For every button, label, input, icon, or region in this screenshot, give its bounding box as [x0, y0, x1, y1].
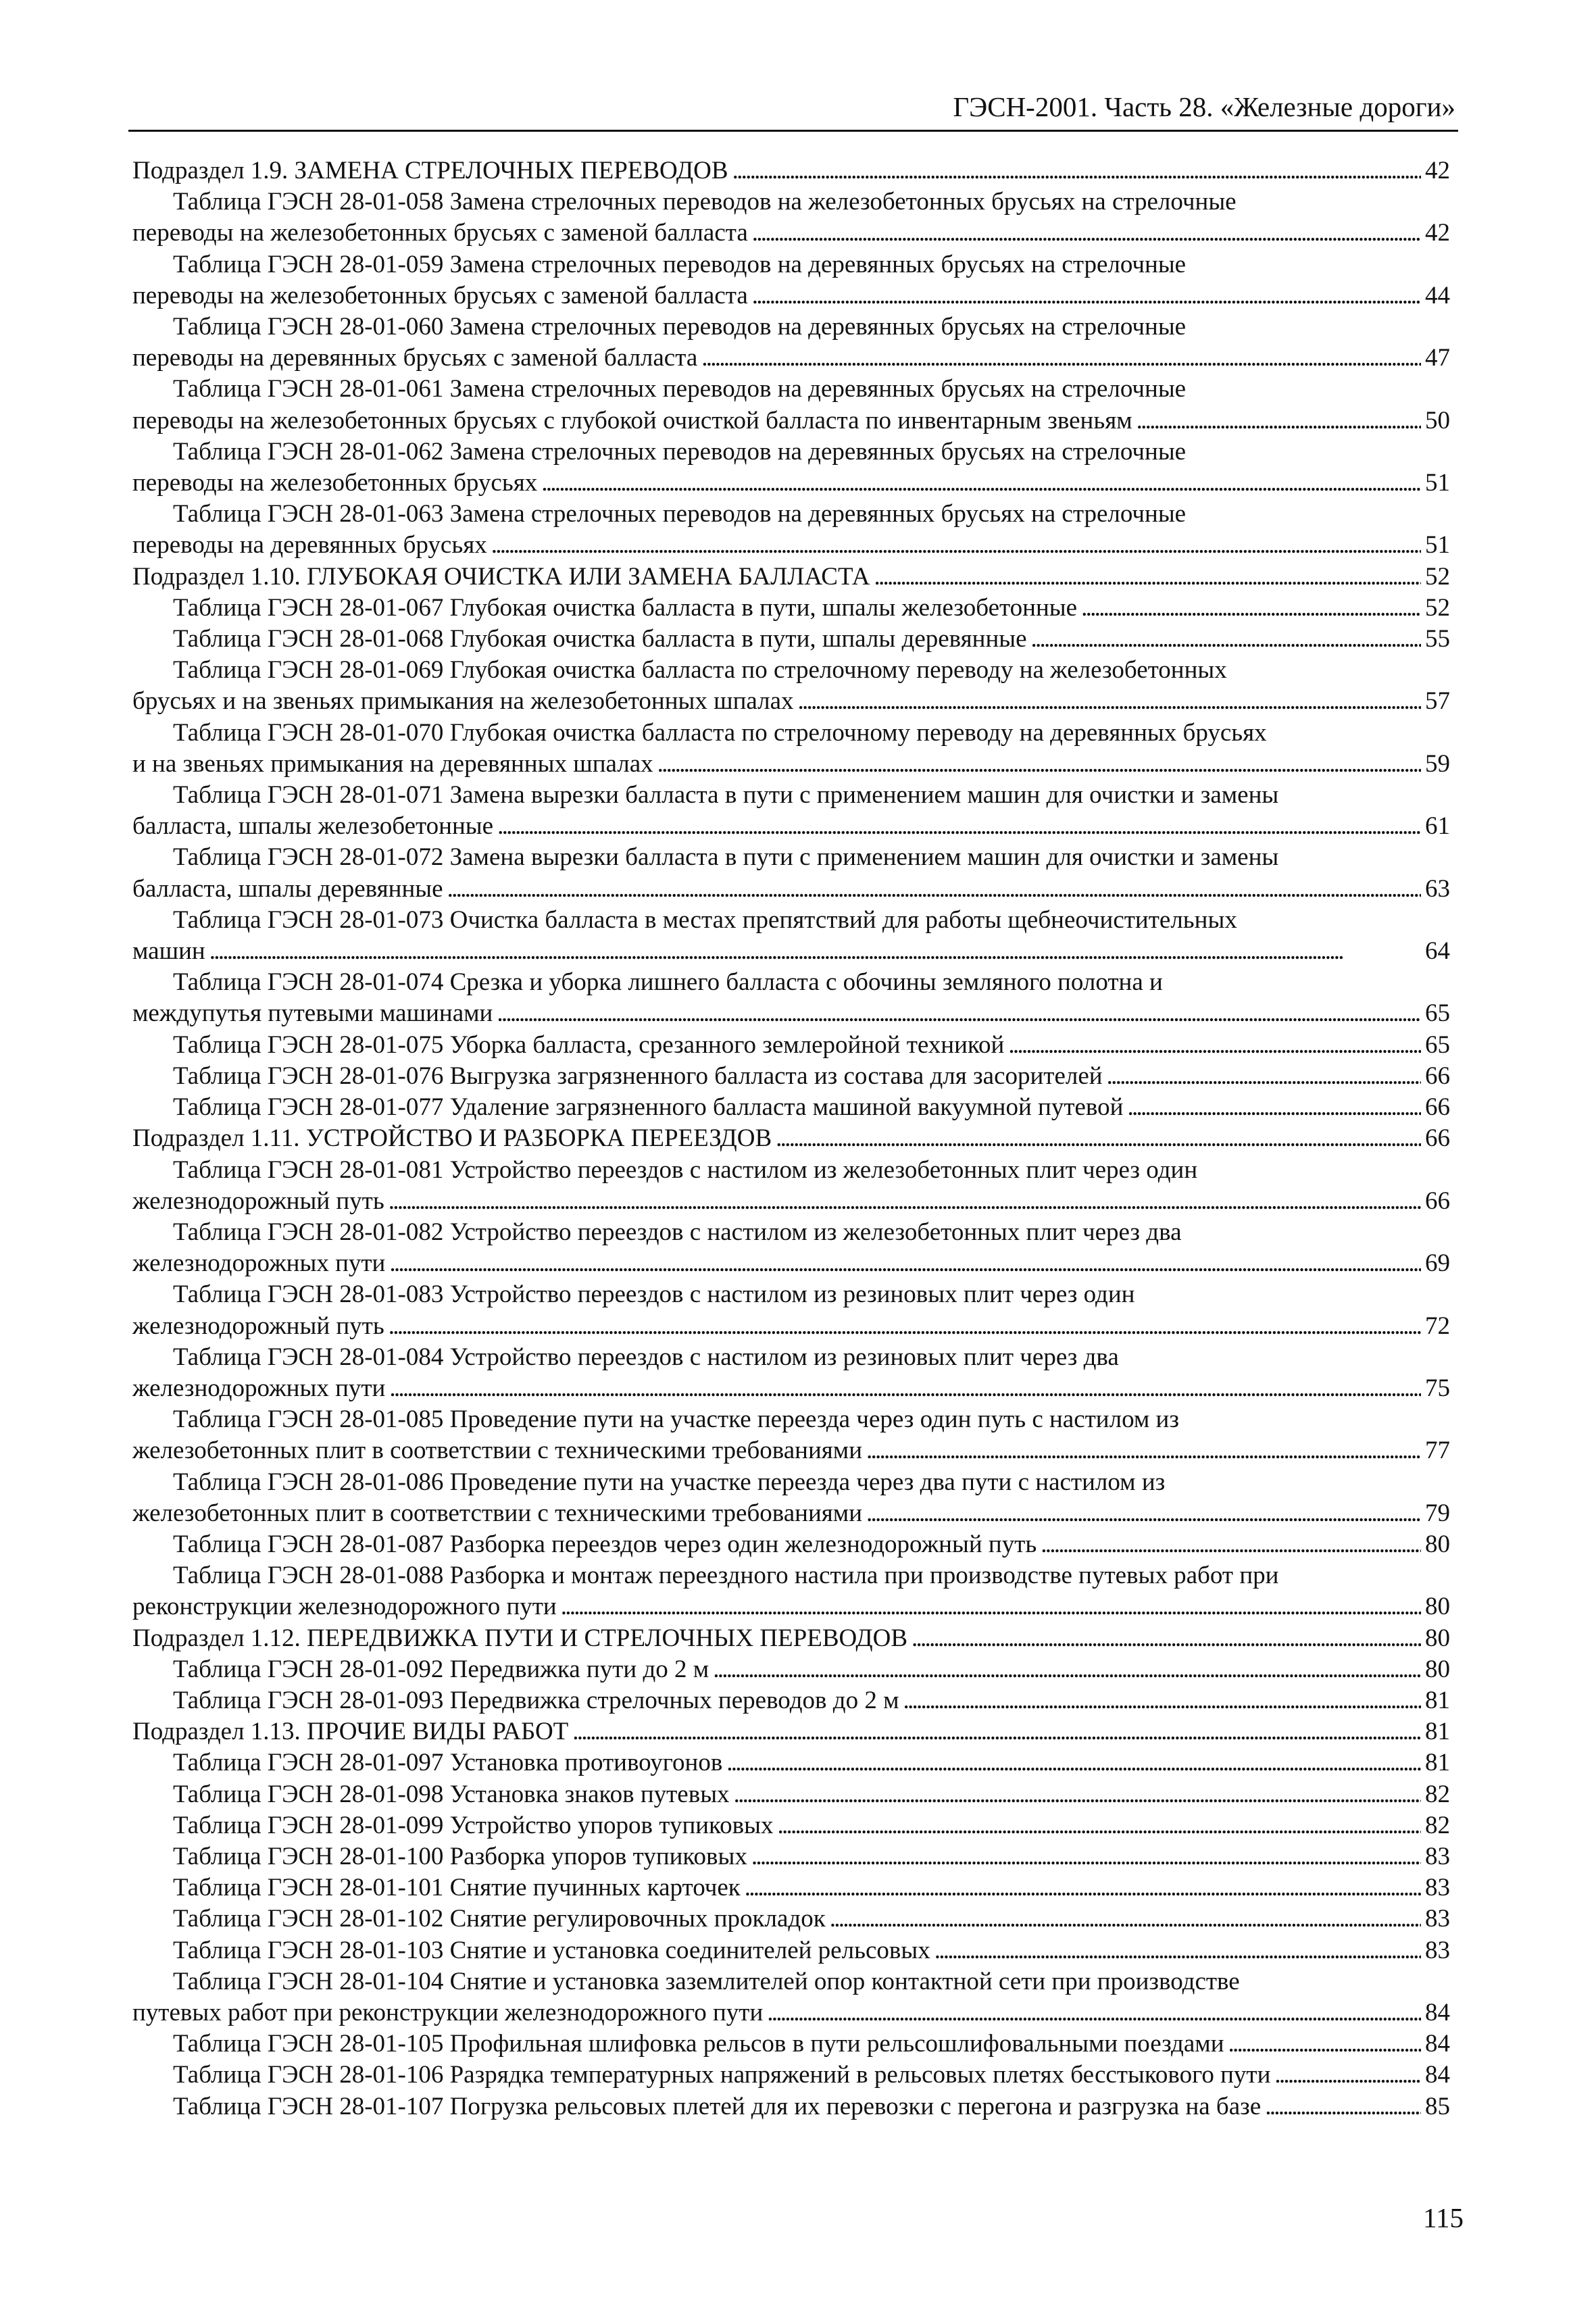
dot-leader [830, 1903, 1421, 1935]
toc-page-number: 52 [1425, 593, 1450, 622]
toc-entry-title: Таблица ГЭСН 28-01-067 Глубокая очистка балласта в пути, шпалы железобетонные [173, 593, 1078, 622]
dot-leader [447, 874, 1421, 905]
dot-leader [778, 1810, 1422, 1841]
toc-entry-title-line: Таблица ГЭСН 28-01-069 Глубокая очистка балласта по стрелочному переводу на железобетонных [173, 656, 1227, 684]
toc-entry-title: Таблица ГЭСН 28-01-099 Устройство упоров тупиковых [173, 1811, 774, 1839]
toc-page-number: 52 [1425, 562, 1450, 591]
toc-entry-title-line: Таблица ГЭСН 28-01-083 Устройство переездов с настилом из резиновых плит через один [173, 1280, 1135, 1309]
toc-page-number: 47 [1425, 344, 1450, 372]
toc-entry-title: Подраздел 1.12. ПЕРЕДВИЖКА ПУТИ И СТРЕЛОЧНЫХ ПЕРЕВОДОВ [132, 1624, 908, 1652]
toc-entry-title: Таблица ГЭСН 28-01-068 Глубокая очистка балласта в пути, шпалы деревянные [173, 625, 1027, 653]
toc-page-number: 83 [1425, 1905, 1450, 1933]
dot-leader [776, 1123, 1421, 1154]
table-of-contents [132, 155, 1450, 2122]
toc-table-entry [132, 2028, 1450, 2060]
toc-entry-title-line: Таблица ГЭСН 28-01-084 Устройство переездов с настилом из резиновых плит через два [173, 1343, 1119, 1371]
dot-leader [389, 1373, 1421, 1404]
toc-entry-title: Таблица ГЭСН 28-01-087 Разборка переездов через один железнодорожный путь [173, 1530, 1037, 1558]
toc-page-number: 81 [1425, 1718, 1450, 1746]
toc-table-entry [132, 1155, 1450, 1217]
toc-table-entry [132, 1966, 1450, 2028]
toc-table-entry [132, 2060, 1450, 2091]
toc-entry-title: Таблица ГЭСН 28-01-107 Погрузка рельсовых плетей для их перевозки с перегона и разгрузка на базе [173, 2092, 1262, 2120]
dot-leader [1008, 1030, 1421, 1061]
toc-page-number: 69 [1425, 1249, 1450, 1278]
dot-leader [1127, 1092, 1421, 1123]
toc-page-number: 63 [1425, 874, 1450, 903]
toc-page-number: 57 [1425, 687, 1450, 716]
toc-page-number: 51 [1425, 469, 1450, 497]
toc-entry-title: железнодорожный путь [132, 1187, 384, 1215]
toc-entry-title: Таблица ГЭСН 28-01-100 Разборка упоров тупиковых [173, 1842, 747, 1870]
toc-page-number: 50 [1425, 406, 1450, 434]
toc-entry-title: Таблица ГЭСН 28-01-106 Разрядка температурных напряжений в рельсовых плетях бесстыкового пути [173, 2061, 1271, 2089]
toc-table-entry [132, 1030, 1450, 1061]
toc-page-number: 80 [1425, 1624, 1450, 1652]
toc-page-number: 42 [1425, 219, 1450, 247]
dot-leader [1031, 624, 1421, 655]
toc-page-number: 81 [1425, 1686, 1450, 1714]
toc-entry-title: железобетонных плит в соответствии с техническими требованиями [132, 1437, 863, 1465]
dot-leader [1228, 2028, 1422, 2060]
toc-entry-title: Таблица ГЭСН 28-01-102 Снятие регулировочных прокладок [173, 1905, 826, 1933]
toc-section-entry [132, 562, 1450, 593]
toc-section-entry [132, 1623, 1450, 1654]
toc-table-entry [132, 437, 1450, 499]
toc-entry-title: брусьях и на звеньях примыкания на железобетонных шпалах [132, 687, 794, 716]
toc-page-number: 80 [1425, 1655, 1450, 1683]
toc-entry-title: Таблица ГЭСН 28-01-077 Удаление загрязненного балласта машиной вакуумной путевой [173, 1093, 1124, 1122]
toc-entry-title: Таблица ГЭСН 28-01-076 Выгрузка загрязненного балласта из состава для засорителей [173, 1062, 1103, 1090]
dot-leader [209, 936, 1421, 967]
toc-section-entry [132, 155, 1450, 186]
dot-leader [657, 749, 1421, 780]
header-title: ГЭСН-2001. Часть 28. «Железные дороги» [953, 91, 1455, 122]
dot-leader [497, 811, 1421, 842]
toc-entry-title-line: Таблица ГЭСН 28-01-072 Замена вырезки балласта в пути с применением машин для очистки и замены [173, 843, 1279, 872]
toc-page-number: 83 [1425, 1842, 1450, 1870]
toc-table-entry [132, 312, 1450, 374]
toc-entry-title: переводы на деревянных брусьях с заменой балласта [132, 344, 698, 372]
dot-leader [1041, 1529, 1421, 1560]
toc-page-number: 75 [1425, 1374, 1450, 1402]
toc-table-entry [132, 374, 1450, 436]
page-header [128, 86, 1458, 132]
toc-table-entry [132, 499, 1450, 561]
toc-entry-title: Подраздел 1.13. ПРОЧИЕ ВИДЫ РАБОТ [132, 1718, 569, 1746]
dot-leader [745, 1872, 1421, 1903]
toc-entry-title: железнодорожный путь [132, 1312, 384, 1340]
dot-leader [751, 1841, 1421, 1872]
dot-leader [389, 1311, 1421, 1342]
toc-entry-title: балласта, шпалы деревянные [132, 874, 443, 903]
toc-entry-title-line: Таблица ГЭСН 28-01-081 Устройство переездов с настилом из железобетонных плит через один [173, 1155, 1198, 1184]
toc-entry-title: переводы на железобетонных брусьях с заменой балласта [132, 281, 748, 309]
toc-table-entry [132, 1935, 1450, 1966]
toc-entry-title: Таблица ГЭСН 28-01-092 Передвижка пути до 2 м [173, 1655, 709, 1683]
toc-entry-title: Таблица ГЭСН 28-01-105 Профильная шлифовка рельсов в пути рельсошлифовальными поездами [173, 2030, 1224, 2058]
toc-page-number: 66 [1425, 1187, 1450, 1215]
toc-entry-title: Таблица ГЭСН 28-01-093 Передвижка стрелочных переводов до 2 м [173, 1686, 899, 1714]
toc-entry-title: путевых работ при реконструкции железнодорожного пути [132, 1998, 764, 2026]
toc-page-number: 72 [1425, 1312, 1450, 1340]
toc-entry-title: переводы на деревянных брусьях [132, 531, 487, 559]
dot-leader [497, 998, 1421, 1029]
dot-leader [726, 1747, 1421, 1778]
dot-leader [903, 1685, 1422, 1716]
toc-entry-title-line: Таблица ГЭСН 28-01-059 Замена стрелочных переводов на деревянных брусьях на стрелочные [173, 250, 1187, 278]
dot-leader [389, 1186, 1421, 1217]
toc-table-entry [132, 1342, 1450, 1404]
toc-page-number: 59 [1425, 749, 1450, 778]
toc-table-entry [132, 1872, 1450, 1903]
toc-entry-title-line: Таблица ГЭСН 28-01-061 Замена стрелочных переводов на деревянных брусьях на стрелочные [173, 375, 1187, 403]
toc-entry-title: Таблица ГЭСН 28-01-101 Снятие пучинных карточек [173, 1874, 741, 1902]
toc-table-entry [132, 1279, 1450, 1341]
toc-entry-title-line: Таблица ГЭСН 28-01-074 Срезка и уборка лишнего балласта с обочины земляного полотна и [173, 968, 1163, 997]
toc-table-entry [132, 1841, 1450, 1872]
toc-table-entry [132, 1467, 1450, 1529]
toc-table-entry [132, 2091, 1450, 2122]
toc-entry-title: Подраздел 1.10. ГЛУБОКАЯ ОЧИСТКА ИЛИ ЗАМЕНА БАЛЛАСТА [132, 562, 870, 591]
toc-page-number: 82 [1425, 1811, 1450, 1839]
toc-page-number: 66 [1425, 1124, 1450, 1153]
toc-table-entry [132, 186, 1450, 249]
toc-entry-title: междупутья путевыми машинами [132, 999, 493, 1028]
toc-page-number: 51 [1425, 531, 1450, 559]
toc-table-entry [132, 1654, 1450, 1685]
toc-table-entry [132, 780, 1450, 842]
toc-page-number: 64 [1425, 937, 1450, 966]
dot-leader [874, 562, 1421, 593]
toc-table-entry [132, 842, 1450, 904]
toc-page-number: 84 [1425, 1998, 1450, 2026]
toc-entry-title-line: Таблица ГЭСН 28-01-073 Очистка балласта в местах препятствий для работы щебнеочистительных [173, 905, 1237, 934]
dot-leader [866, 1435, 1421, 1466]
toc-entry-title: реконструкции железнодорожного пути [132, 1593, 557, 1621]
dot-leader [572, 1716, 1421, 1747]
toc-page-number: 77 [1425, 1437, 1450, 1465]
toc-page-number: 44 [1425, 281, 1450, 309]
toc-table-entry [132, 624, 1450, 655]
toc-page-number: 83 [1425, 1936, 1450, 1964]
toc-page-number: 84 [1425, 2030, 1450, 2058]
toc-page-number: 84 [1425, 2061, 1450, 2089]
toc-entry-title: железнодорожных пути [132, 1249, 386, 1278]
toc-page-number: 81 [1425, 1749, 1450, 1777]
toc-page-number: 55 [1425, 625, 1450, 653]
toc-table-entry [132, 1404, 1450, 1466]
dot-leader [934, 1935, 1421, 1966]
toc-entry-title: железнодорожных пути [132, 1374, 386, 1402]
toc-entry-title-line: Таблица ГЭСН 28-01-058 Замена стрелочных переводов на железобетонных брусьях на стрелочные [173, 188, 1237, 216]
toc-entry-title-line: Таблица ГЭСН 28-01-088 Разборка и монтаж переездного настила при производстве путевых работ при [173, 1562, 1279, 1590]
dot-leader [1081, 593, 1421, 624]
toc-page-number: 83 [1425, 1874, 1450, 1902]
dot-leader [701, 343, 1421, 374]
toc-entry-title-line: Таблица ГЭСН 28-01-104 Снятие и установка заземлителей опор контактной сети при производстве [173, 1967, 1240, 1995]
page-number: 115 [1423, 2202, 1464, 2233]
toc-page-number: 65 [1425, 1030, 1450, 1059]
dot-leader [912, 1623, 1421, 1654]
toc-section-entry [132, 1716, 1450, 1747]
toc-page-number: 42 [1425, 157, 1450, 184]
toc-entry-title-line: Таблица ГЭСН 28-01-060 Замена стрелочных переводов на деревянных брусьях на стрелочные [173, 313, 1187, 341]
toc-page-number: 80 [1425, 1530, 1450, 1558]
toc-table-entry [132, 1903, 1450, 1935]
toc-entry-title-line: Таблица ГЭСН 28-01-063 Замена стрелочных переводов на деревянных брусьях на стрелочные [173, 500, 1187, 528]
toc-table-entry [132, 1685, 1450, 1716]
toc-entry-title: переводы на железобетонных брусьях с заменой балласта [132, 219, 748, 247]
dot-leader [1265, 2091, 1421, 2122]
dot-leader [389, 1248, 1421, 1279]
toc-table-entry [132, 655, 1450, 717]
toc-page-number: 65 [1425, 999, 1450, 1028]
toc-entry-title: Подраздел 1.11. УСТРОЙСТВО И РАЗБОРКА ПЕРЕЕЗДОВ [132, 1124, 772, 1153]
toc-entry-title-line: Таблица ГЭСН 28-01-071 Замена вырезки балласта в пути с применением машин для очистки и замены [173, 781, 1279, 810]
toc-page-number: 79 [1425, 1499, 1450, 1527]
toc-entry-title-line: Таблица ГЭСН 28-01-070 Глубокая очистка балласта по стрелочному переводу на деревянных брусьях [173, 718, 1267, 747]
dot-leader [1137, 405, 1421, 437]
toc-page-number: 66 [1425, 1093, 1450, 1122]
toc-entry-title: железобетонных плит в соответствии с техническими требованиями [132, 1499, 863, 1527]
toc-entry-title: балласта, шпалы железобетонные [132, 812, 494, 841]
dot-leader [1274, 2060, 1421, 2091]
toc-entry-title: Таблица ГЭСН 28-01-075 Уборка балласта, срезанного землеройной техникой [173, 1030, 1005, 1059]
toc-table-entry [132, 905, 1450, 967]
toc-page-number: 82 [1425, 1780, 1450, 1808]
toc-table-entry [132, 593, 1450, 624]
toc-table-entry [132, 1092, 1450, 1123]
toc-table-entry [132, 1560, 1450, 1622]
dot-leader [491, 530, 1421, 561]
dot-leader [1107, 1061, 1421, 1092]
toc-entry-title-line: Таблица ГЭСН 28-01-062 Замена стрелочных переводов на деревянных брусьях на стрелочные [173, 437, 1187, 466]
toc-entry-title-line: Таблица ГЭСН 28-01-085 Проведение пути на участке переезда через один путь с настилом из [173, 1405, 1179, 1434]
toc-entry-title: переводы на железобетонных брусьях с глубокой очисткой балласта по инвентарным звеньям [132, 406, 1132, 434]
toc-entry-title: Таблица ГЭСН 28-01-097 Установка противоугонов [173, 1749, 723, 1777]
toc-table-entry [132, 1779, 1450, 1810]
toc-entry-title: и на звеньях примыкания на деревянных шпалах [132, 749, 653, 778]
toc-page-number: 66 [1425, 1062, 1450, 1090]
toc-table-entry [132, 1810, 1450, 1841]
toc-page-number: 85 [1425, 2092, 1450, 2120]
toc-entry-title-line: Таблица ГЭСН 28-01-086 Проведение пути на участке переезда через два пути с настилом из [173, 1468, 1166, 1496]
dot-leader [732, 155, 1421, 186]
dot-leader [767, 1997, 1421, 2028]
toc-entry-title-line: Таблица ГЭСН 28-01-082 Устройство переездов с настилом из железобетонных плит через два [173, 1218, 1182, 1246]
toc-section-entry [132, 1123, 1450, 1154]
dot-leader [866, 1498, 1421, 1529]
dot-leader [541, 468, 1421, 499]
dot-leader [713, 1654, 1421, 1685]
toc-page-number: 61 [1425, 812, 1450, 841]
dot-leader [798, 686, 1421, 717]
toc-entry-title: машин [132, 937, 205, 966]
toc-table-entry [132, 1529, 1450, 1560]
toc-table-entry [132, 1061, 1450, 1092]
toc-entry-title: переводы на железобетонных брусьях [132, 469, 538, 497]
dot-leader [752, 218, 1421, 249]
toc-entry-title: Подраздел 1.9. ЗАМЕНА СТРЕЛОЧНЫХ ПЕРЕВОДОВ [132, 157, 728, 184]
toc-table-entry [132, 249, 1450, 312]
dot-leader [561, 1591, 1421, 1622]
toc-entry-title: Таблица ГЭСН 28-01-103 Снятие и установка соединителей рельсовых [173, 1936, 930, 1964]
dot-leader [752, 280, 1421, 312]
toc-table-entry [132, 718, 1450, 780]
toc-table-entry [132, 967, 1450, 1029]
toc-page-number: 80 [1425, 1593, 1450, 1621]
toc-table-entry [132, 1747, 1450, 1778]
toc-table-entry [132, 1217, 1450, 1279]
dot-leader [734, 1779, 1421, 1810]
toc-entry-title: Таблица ГЭСН 28-01-098 Установка знаков путевых [173, 1780, 730, 1808]
